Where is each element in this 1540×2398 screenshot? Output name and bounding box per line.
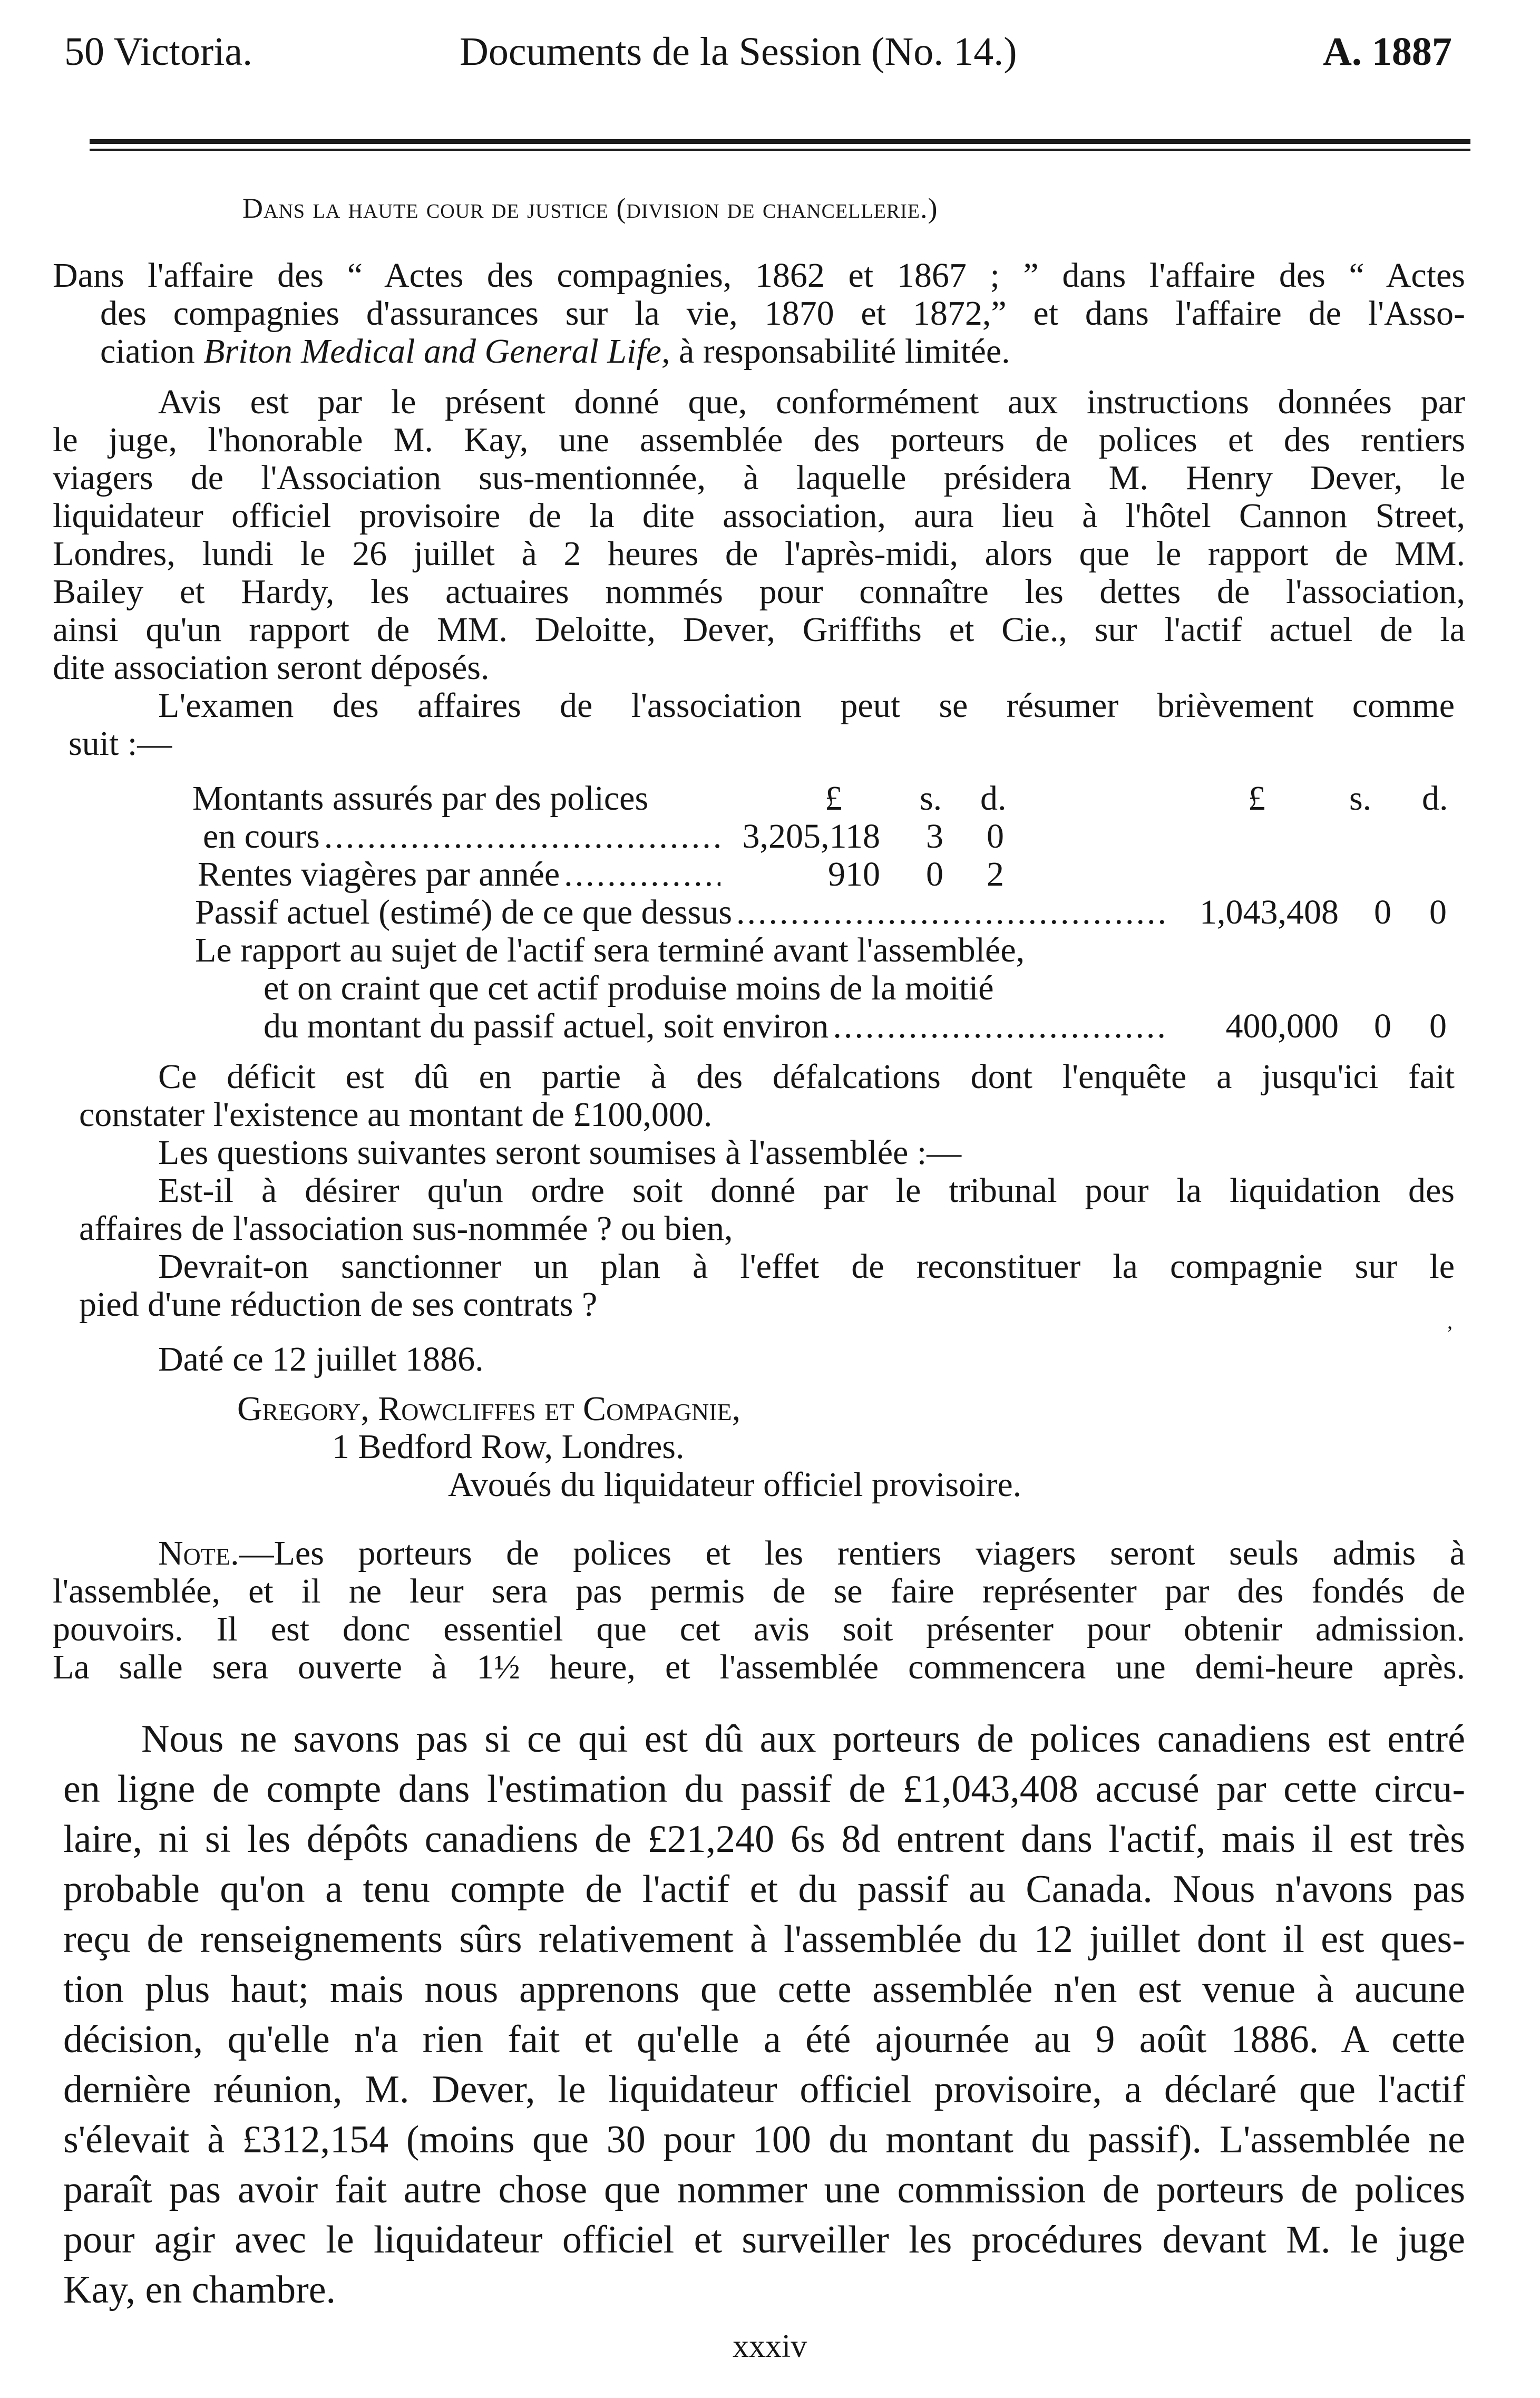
header-session-year: 50 Victoria.: [64, 30, 253, 74]
case-line-2: des compagnies d'assurances sur la vie, 1870 et 1872,” et dans l'affaire de l'Asso-: [100, 294, 1465, 333]
signature-role: Avoués du liquidateur officiel provisoire.: [448, 1465, 1022, 1504]
dot-leader: [736, 895, 1166, 930]
row-shillings: 3: [926, 817, 943, 856]
page-number: xxxiv: [733, 2328, 807, 2364]
case-line-3: [100, 334, 1010, 369]
row-label: Le rapport au sujet de l'actif sera terminé avant l'assemblée,: [195, 931, 1025, 969]
commentary-line: décision, qu'elle n'a rien fait et qu'elle a été ajournée au 9 août 1886. A cette: [63, 2018, 1465, 2061]
note-line: La salle sera ouverte à 1½ heure, et l'assemblée commencera une demi-heure après.: [53, 1648, 1465, 1686]
row-label: Passif actuel (estimé) de ce que dessus: [195, 893, 733, 931]
note-line-1: [158, 1536, 1465, 1571]
row-shillings: 0: [1374, 1007, 1391, 1045]
row-pence: 0: [1429, 893, 1447, 931]
row-label: et on craint que cet actif produise moins de la moitié: [264, 969, 994, 1007]
note-text: —Les porteurs de polices et les rentiers viagers seront seuls admis à: [239, 1534, 1465, 1572]
question-line: affaires de l'association sus-nommée ? ou bien,: [79, 1209, 733, 1248]
row-pence: 0: [987, 817, 1004, 856]
commentary-line: Nous ne savons pas si ce qui est dû aux porteurs de polices canadiens est entré: [141, 1717, 1465, 1761]
row-pounds: 910: [828, 855, 880, 894]
commentary-line: en ligne de compte dans l'estimation du passif de £1,043,408 accusé par cette circu-: [63, 1768, 1465, 1811]
avis-line: Bailey et Hardy, les actuaires nommés pour connaître les dettes de l'association,: [53, 572, 1465, 611]
dot-leader: [564, 857, 720, 892]
table-row: [195, 895, 1170, 930]
row-label: Rentes viagères par année: [198, 855, 560, 894]
table-col-pence-left: d.: [980, 779, 1007, 818]
court-heading: Dans la haute cour de justice (division de chancellerie.): [242, 192, 938, 224]
row-label: du montant du passif actuel, soit environ: [264, 1007, 829, 1045]
examen-line: L'examen des affaires de l'association peut se résumer brièvement comme: [158, 686, 1455, 725]
header-rule-thick: [90, 139, 1470, 144]
table-col-pence-right: d.: [1422, 779, 1448, 818]
header-year: A. 1887: [1323, 30, 1452, 74]
header-rule-thin: [90, 149, 1470, 151]
deficit-line: constater l'existence au montant de £100,000.: [79, 1095, 713, 1134]
signature-firm: Gregory, Rowcliffes et Compagnie,: [237, 1390, 741, 1428]
case-line-1: Dans l'affaire des “ Actes des compagnies, 1862 et 1867 ; ” dans l'affaire des “ Actes: [53, 256, 1465, 295]
table-col-pounds-left: £: [825, 779, 842, 818]
notice-date: Daté ce 12 juillet 1886.: [158, 1340, 484, 1378]
note-line: pouvoirs. Il est donc essentiel que cet avis soit présenter pour obtenir admission.: [53, 1610, 1465, 1648]
table-row: [264, 1009, 1170, 1044]
case-line-3-end: à responsabilité limitée.: [670, 332, 1010, 371]
question-line: pied d'une réduction de ses contrats ?: [79, 1285, 598, 1324]
table-col-shillings-right: s.: [1349, 779, 1372, 818]
examen-line: suit :—: [69, 724, 172, 763]
question-line: Est-il à désirer qu'un ordre soit donné par le tribunal pour la liquidation des: [158, 1171, 1455, 1210]
row-pence: 0: [1429, 1007, 1447, 1045]
table-heading-label: Montants assurés par des polices: [192, 779, 649, 818]
table-col-shillings-left: s.: [920, 779, 942, 818]
row-pence: 2: [987, 855, 1004, 894]
header-document-title: Documents de la Session (No. 14.): [460, 30, 1017, 74]
dot-leader: [324, 819, 720, 854]
signature-address: 1 Bedford Row, Londres.: [332, 1428, 685, 1466]
row-pounds: 400,000: [1225, 1007, 1339, 1045]
table-row: [203, 819, 725, 854]
avis-line: dite association seront déposés.: [53, 648, 490, 687]
commentary-line: dernière réunion, M. Dever, le liquidateur officiel provisoire, a déclaré que l'actif: [63, 2068, 1465, 2111]
row-label: en cours: [203, 817, 320, 856]
table-col-pounds-right: £: [1248, 779, 1265, 818]
note-label: Note.: [158, 1534, 239, 1572]
deficit-line: Ce déficit est dû en partie à des défalcations dont l'enquête a jusqu'ici fait: [158, 1057, 1455, 1096]
commentary-line: pour agir avec le liquidateur officiel et surveiller les procédures devant M. le juge: [63, 2218, 1465, 2261]
row-pounds: 1,043,408: [1200, 893, 1339, 931]
avis-line: Avis est par le présent donné que, conformément aux instructions données par: [158, 383, 1465, 421]
commentary-line: probable qu'on a tenu compte de l'actif et du passif au Canada. Nous n'avons pas: [63, 1868, 1465, 1911]
commentary-line: s'élevait à £312,154 (moins que 30 pour 100 du montant du passif). L'assemblée ne: [63, 2118, 1465, 2161]
note-line: l'assemblée, et il ne leur sera pas permis de se faire représenter par des fondés de: [53, 1572, 1465, 1610]
avis-line: le juge, l'honorable M. Kay, une assemblée des porteurs de polices et des rentiers: [53, 421, 1465, 459]
avis-line: Londres, lundi le 26 juillet à 2 heures de l'après-midi, alors que le rapport de MM.: [53, 535, 1465, 573]
dot-leader: [833, 1009, 1166, 1044]
row-shillings: 0: [926, 855, 943, 894]
row-shillings: 0: [1374, 893, 1391, 931]
commentary-line: paraît pas avoir fait autre chose que nommer une commission de porteurs de polices: [63, 2168, 1465, 2211]
row-pounds: 3,205,118: [742, 817, 880, 856]
questions-intro: Les questions suivantes seront soumises à l'assemblée :—: [158, 1133, 962, 1172]
case-line-3-start: ciation: [100, 332, 204, 371]
table-row: [198, 857, 725, 892]
avis-line: ainsi qu'un rapport de MM. Deloitte, Dever, Griffiths et Cie., sur l'actif actuel de la: [53, 610, 1465, 649]
avis-line: liquidateur officiel provisoire de la dite association, aura lieu à l'hôtel Cannon Street,: [53, 497, 1465, 535]
avis-line: viagers de l'Association sus-mentionnée, à laquelle présidera M. Henry Dever, le: [53, 459, 1465, 497]
association-name: Briton Medical and General Life,: [203, 332, 670, 371]
commentary-line: laire, ni si les dépôts canadiens de £21,240 6s 8d entrent dans l'actif, mais il est très: [63, 1818, 1465, 1861]
commentary-line: reçu de renseignements sûrs relativement à l'assemblée du 12 juillet dont il est ques-: [63, 1918, 1465, 1961]
stray-mark: ʼ: [1446, 1322, 1454, 1345]
commentary-line: tion plus haut; mais nous apprenons que cette assemblée n'en est venue à aucune: [63, 1968, 1465, 2011]
commentary-line: Kay, en chambre.: [63, 2268, 336, 2312]
question-line: Devrait-on sanctionner un plan à l'effet de reconstituer la compagnie sur le: [158, 1247, 1455, 1286]
